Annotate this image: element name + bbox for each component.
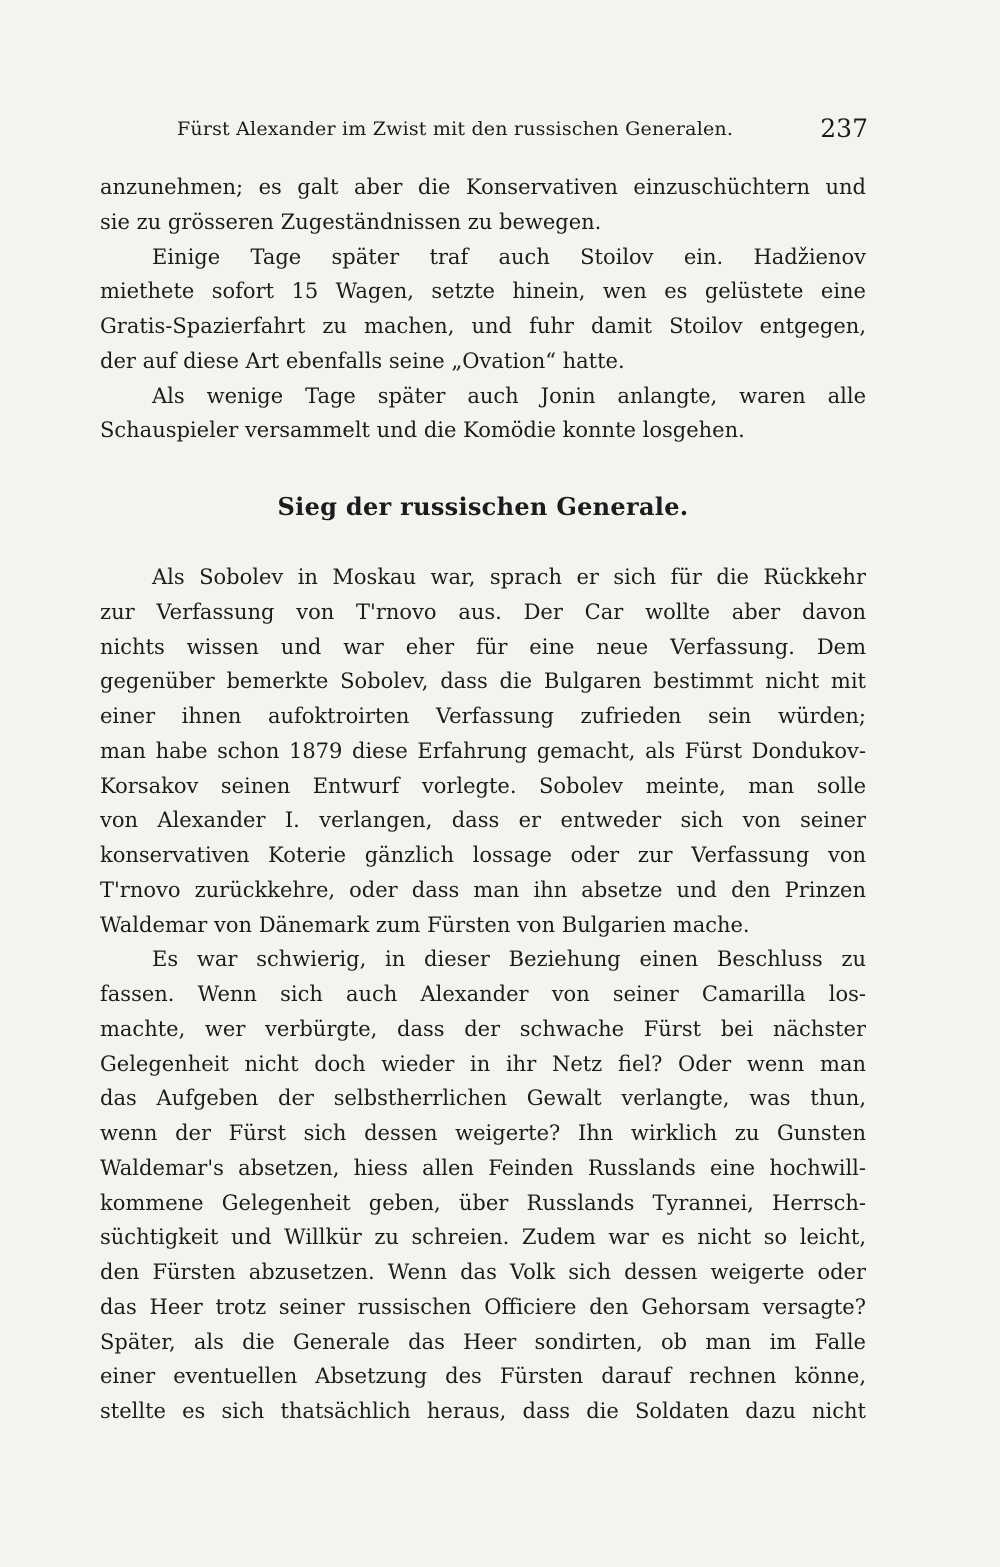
text-line: kommene Gelegenheit geben, über Russlands Tyrannei, Herrsch-	[100, 1190, 866, 1215]
text-line: machte, wer verbürgte, dass der schwache Fürst bei nächster	[100, 1016, 866, 1041]
text-line: miethete sofort 15 Wagen, setzte hinein, wen es gelüstete eine	[100, 279, 866, 304]
text-line: Als Sobolev in Moskau war, sprach er sich für die Rückkehr	[152, 565, 866, 589]
text-line: von Alexander I. verlangen, dass er entweder sich von seiner	[100, 808, 866, 833]
text-line: das Aufgeben der selbstherrlichen Gewalt verlangte, was thun,	[100, 1086, 866, 1111]
text-line: zur Verfassung von T'rnovo aus. Der Car wollte aber davon	[100, 599, 866, 624]
text-line: Später, als die Generale das Heer sondirten, ob man im Falle	[100, 1329, 866, 1354]
text-line: süchtigkeit und Willkür zu schreien. Zudem war es nicht so leicht,	[100, 1225, 866, 1250]
text-line: den Fürsten abzusetzen. Wenn das Volk sich dessen weigerte oder	[100, 1260, 866, 1284]
text-line: stellte es sich thatsächlich heraus, dass die Soldaten dazu nicht	[100, 1399, 866, 1423]
text-line: Einige Tage später traf auch Stoilov ein. Hadžienov	[152, 244, 866, 269]
text-line: anzunehmen; es galt aber die Konservativen einzuschüchtern und	[100, 175, 866, 199]
text-line: nichts wissen und war eher für eine neue Verfassung. Dem	[100, 634, 866, 659]
text-line: wenn der Fürst sich dessen weigerte? Ihn wirklich zu Gunsten	[100, 1121, 866, 1145]
text-line: Waldemar von Dänemark zum Fürsten von Bulgarien mache.	[100, 912, 750, 937]
text-line: fassen. Wenn sich auch Alexander von seiner Camarilla los-	[100, 982, 866, 1006]
text-line: Schauspieler versammelt und die Komödie konnte losgehen.	[100, 418, 745, 443]
text-line: Gelegenheit nicht doch wieder in ihr Netz fiel? Oder wenn man	[100, 1051, 866, 1076]
text-line: einer eventuellen Absetzung des Fürsten darauf rechnen könne,	[100, 1364, 866, 1389]
text-line: das Heer trotz seiner russischen Officiere den Gehorsam versagte?	[100, 1294, 866, 1319]
text-line: Als wenige Tage später auch Jonin anlangte, waren alle	[152, 383, 866, 408]
text-line: Waldemar's absetzen, hiess allen Feinden Russlands eine hochwill-	[100, 1155, 866, 1180]
page-header	[100, 114, 868, 148]
text-line: T'rnovo zurückkehre, oder dass man ihn absetze und den Prinzen	[100, 877, 866, 902]
text-line: sie zu grösseren Zugeständnissen zu bewegen.	[100, 209, 602, 234]
text-line: Gratis-Spazierfahrt zu machen, und fuhr damit Stoilov entgegen,	[100, 314, 866, 338]
text-line: Korsakov seinen Entwurf vorlegte. Sobolev meinte, man solle	[100, 773, 866, 798]
text-line: man habe schon 1879 diese Erfahrung gemacht, als Fürst Dondukov-	[100, 738, 866, 763]
section-heading: Sieg der russischen Generale.	[277, 492, 689, 521]
text-line: Es war schwierig, in dieser Beziehung einen Beschluss zu	[152, 947, 866, 972]
text-line: der auf diese Art ebenfalls seine „Ovation“ hatte.	[100, 348, 625, 373]
running-title: Fürst Alexander im Zwist mit den russischen Generalen.	[177, 118, 734, 140]
page-number: 237	[820, 114, 868, 143]
text-line: gegenüber bemerkte Sobolev, dass die Bulgaren bestimmt nicht mit	[100, 669, 866, 694]
text-line: konservativen Koterie gänzlich lossage oder zur Verfassung von	[100, 843, 866, 867]
text-line: einer ihnen aufoktroirten Verfassung zufrieden sein würden;	[100, 704, 866, 728]
text-body	[100, 170, 866, 1429]
